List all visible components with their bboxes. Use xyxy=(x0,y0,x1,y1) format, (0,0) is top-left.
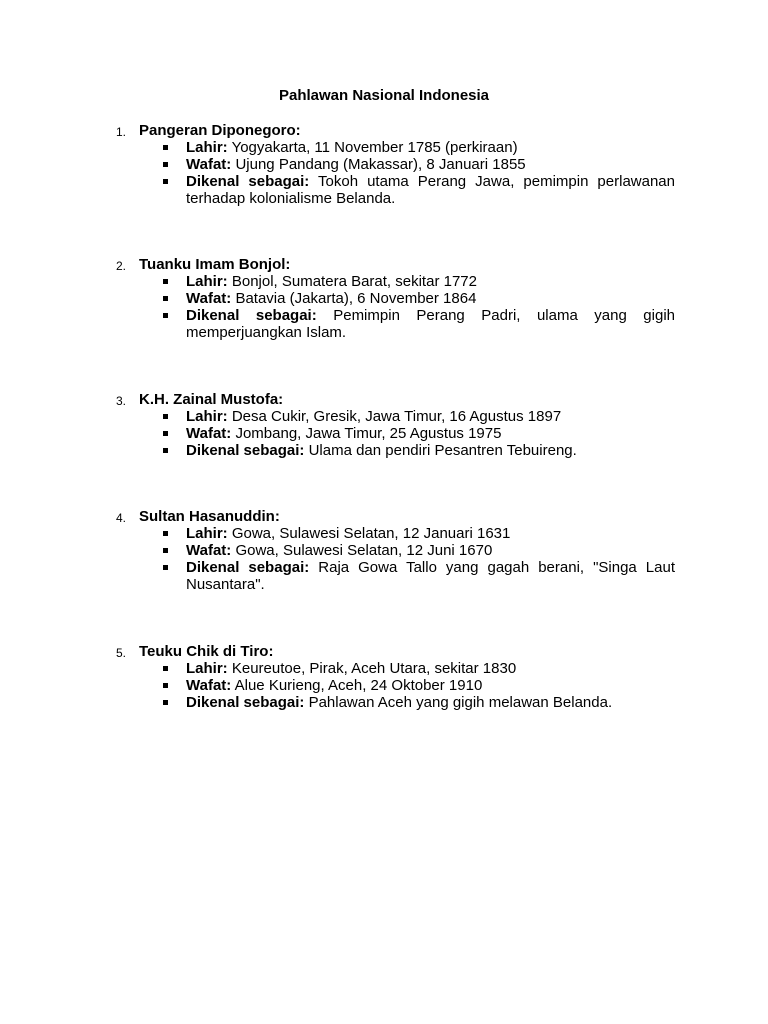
fact-item-known-as xyxy=(186,559,675,593)
fact-item-born xyxy=(186,139,675,156)
square-bullet-icon xyxy=(163,296,168,301)
fact-value: Desa Cukir, Gresik, Jawa Timur, 16 Agustus 1897 xyxy=(231,408,562,425)
square-bullet-icon xyxy=(163,531,168,536)
square-bullet-icon xyxy=(163,431,168,436)
square-bullet-icon xyxy=(163,279,168,284)
fact-list xyxy=(0,660,768,711)
hero-name: K.H. Zainal Mustofa: xyxy=(139,391,284,408)
document-title: Pahlawan Nasional Indonesia xyxy=(278,87,490,104)
fact-value: Ulama dan pendiri Pesantren Tebuireng. xyxy=(308,442,577,459)
fact-item-known-as xyxy=(186,173,675,207)
fact-value: Raja Gowa Tallo yang gagah berani, "Singa Laut Nusantara". xyxy=(186,559,675,593)
fact-label: Dikenal sebagai: xyxy=(186,559,310,576)
list-number: 4. xyxy=(116,511,127,525)
fact-item-known-as xyxy=(186,307,675,341)
fact-list xyxy=(0,139,768,207)
fact-list xyxy=(0,273,768,341)
square-bullet-icon xyxy=(163,666,168,671)
fact-label: Dikenal sebagai: xyxy=(186,694,305,711)
fact-value: Pahlawan Aceh yang gigih melawan Belanda. xyxy=(308,694,613,711)
fact-value: Pemimpin Perang Padri, ulama yang gigih memperjuangkan Islam. xyxy=(186,307,675,341)
hero-name: Tuanku Imam Bonjol: xyxy=(139,256,291,273)
list-number: 2. xyxy=(116,259,127,273)
fact-value: Gowa, Sulawesi Selatan, 12 Juni 1670 xyxy=(235,542,493,559)
fact-value: Tokoh utama Perang Jawa, pemimpin perlawanan terhadap kolonialisme Belanda. xyxy=(186,173,675,207)
fact-item-known-as xyxy=(186,694,675,711)
fact-label: Dikenal sebagai: xyxy=(186,307,317,324)
fact-label: Wafat: xyxy=(186,290,232,307)
fact-value: Batavia (Jakarta), 6 November 1864 xyxy=(235,290,477,307)
fact-value: Bonjol, Sumatera Barat, sekitar 1772 xyxy=(231,273,477,290)
fact-item-known-as xyxy=(186,442,675,459)
list-number: 5. xyxy=(116,646,127,660)
fact-item-born xyxy=(186,525,675,542)
fact-label: Dikenal sebagai: xyxy=(186,173,310,190)
fact-label: Lahir: xyxy=(186,273,228,290)
fact-value: Jombang, Jawa Timur, 25 Agustus 1975 xyxy=(235,425,502,442)
list-number: 1. xyxy=(116,125,127,139)
square-bullet-icon xyxy=(163,548,168,553)
square-bullet-icon xyxy=(163,145,168,150)
square-bullet-icon xyxy=(163,683,168,688)
fact-item-born xyxy=(186,660,675,677)
square-bullet-icon xyxy=(163,313,168,318)
fact-value: Ujung Pandang (Makassar), 8 Januari 1855 xyxy=(235,156,526,173)
fact-item-born xyxy=(186,273,675,290)
fact-label: Lahir: xyxy=(186,139,228,156)
square-bullet-icon xyxy=(163,162,168,167)
fact-item-died xyxy=(186,542,675,559)
fact-item-died xyxy=(186,425,675,442)
fact-label: Wafat: xyxy=(186,425,232,442)
fact-item-died xyxy=(186,156,675,173)
hero-name: Sultan Hasanuddin: xyxy=(139,508,280,525)
hero-name: Teuku Chik di Tiro: xyxy=(139,643,274,660)
list-number: 3. xyxy=(116,394,127,408)
fact-label: Lahir: xyxy=(186,408,228,425)
hero-name: Pangeran Diponegoro: xyxy=(139,122,301,139)
fact-item-born xyxy=(186,408,675,425)
fact-label: Lahir: xyxy=(186,525,228,542)
fact-list xyxy=(0,525,768,593)
square-bullet-icon xyxy=(163,700,168,705)
fact-label: Wafat: xyxy=(186,542,232,559)
fact-value: Gowa, Sulawesi Selatan, 12 Januari 1631 xyxy=(231,525,511,542)
fact-value: Yogyakarta, 11 November 1785 (perkiraan) xyxy=(231,139,518,156)
square-bullet-icon xyxy=(163,565,168,570)
fact-label: Wafat: xyxy=(186,677,232,694)
fact-item-died xyxy=(186,677,675,694)
square-bullet-icon xyxy=(163,414,168,419)
fact-list xyxy=(0,408,768,459)
fact-item-died xyxy=(186,290,675,307)
fact-label: Wafat: xyxy=(186,156,232,173)
fact-value: Keureutoe, Pirak, Aceh Utara, sekitar 1830 xyxy=(231,660,517,677)
fact-label: Lahir: xyxy=(186,660,228,677)
fact-label: Dikenal sebagai: xyxy=(186,442,305,459)
fact-value: Alue Kurieng, Aceh, 24 Oktober 1910 xyxy=(234,677,483,694)
square-bullet-icon xyxy=(163,179,168,184)
square-bullet-icon xyxy=(163,448,168,453)
